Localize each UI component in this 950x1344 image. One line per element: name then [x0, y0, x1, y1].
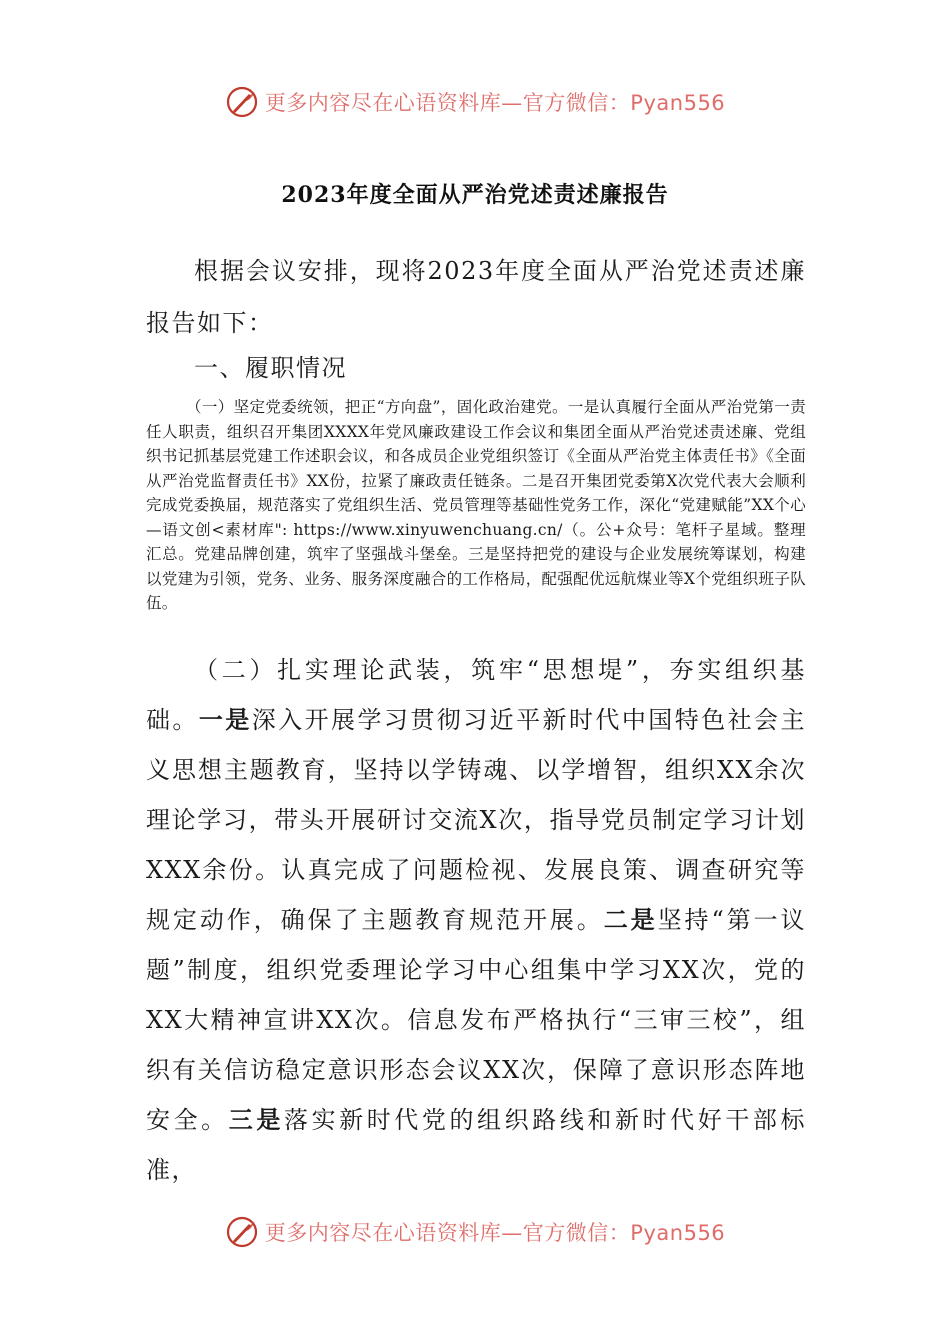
marker-second: 二是	[603, 905, 658, 934]
item-2-lead: （二）扎实理论武装，筑牢“思想堤”，夯实组织基础。	[146, 656, 806, 734]
quill-logo-icon	[225, 85, 259, 119]
item-2-text-2: 坚持“第一议题”制度，组织党委理论学习中心组集中学习XX次，党的XX大精神宣讲XX次。信息发布严格执行“三审三校”，组织有关信访稳定意识形态会议XX次，保障了意识形态阵地安全。	[146, 906, 807, 1134]
item-2-text-1: 深入开展学习贯彻习近平新时代中国特色社会主义思想主题教育，坚持以学铸魂、以学增智，组织XX余次理论学习，带头开展研讨交流X次，指导党员制定学习计划XXX余份。认真完成了问题检视、发展良策、调查研究等规定动作，确保了主题教育规范开展。	[146, 706, 806, 934]
marker-first: 一是	[198, 705, 252, 734]
marker-third: 三是	[228, 1105, 284, 1134]
intro-paragraph: 根据会议安排，现将2023年度全面从严治党述责述廉报告如下：	[146, 257, 806, 337]
section-heading: 一、履职情况	[194, 354, 347, 382]
item-1-paragraph: （一）坚定党委统领，把正“方向盘”，固化政治建党。一是认真履行全面从严治党第一责任人职责，组织召开集团XXXX年党风廉政建设工作会议和集团全面从严治党述责述廉、党组织书记抓基层党建工作述职会议，和各成员企业党组织签订《全面从严治党主体责任书》《全面从严治党监督责任书》XX份，拉紧了廉政责任链条。二是召开集团党委第X次党代表大会顺利完成党委换届，规范落实了党组织生活、党员管理等基础性党务工作，深化“党建赋能”XX个心—语文创<素材库": https://www.xinyuwenchuang.cn/（。公+众号：笔杆子星域。整理汇总。党建品牌创建，筑牢了坚强战斗堡垒。三是坚持把党的建设与企业发展统筹谋划，构建以党建为引领，党务、业务、服务深度融合的工作格局，配强配优远航煤业等X个党组织班子队伍。	[146, 398, 806, 612]
quill-logo-icon	[225, 1215, 259, 1249]
watermark-text: 更多内容尽在心语资料库—官方微信：Pyan556	[264, 1221, 726, 1245]
item-2-paragraph	[146, 645, 806, 1195]
item-2-text-3: 落实新时代党的组织路线和新时代好干部标准，	[146, 1106, 807, 1184]
watermark-bottom	[0, 1212, 950, 1252]
watermark-top	[0, 82, 950, 122]
document-title: 2023年度全面从严治党述责述廉报告	[281, 182, 669, 208]
watermark-text: 更多内容尽在心语资料库—官方微信：Pyan556	[264, 91, 726, 115]
